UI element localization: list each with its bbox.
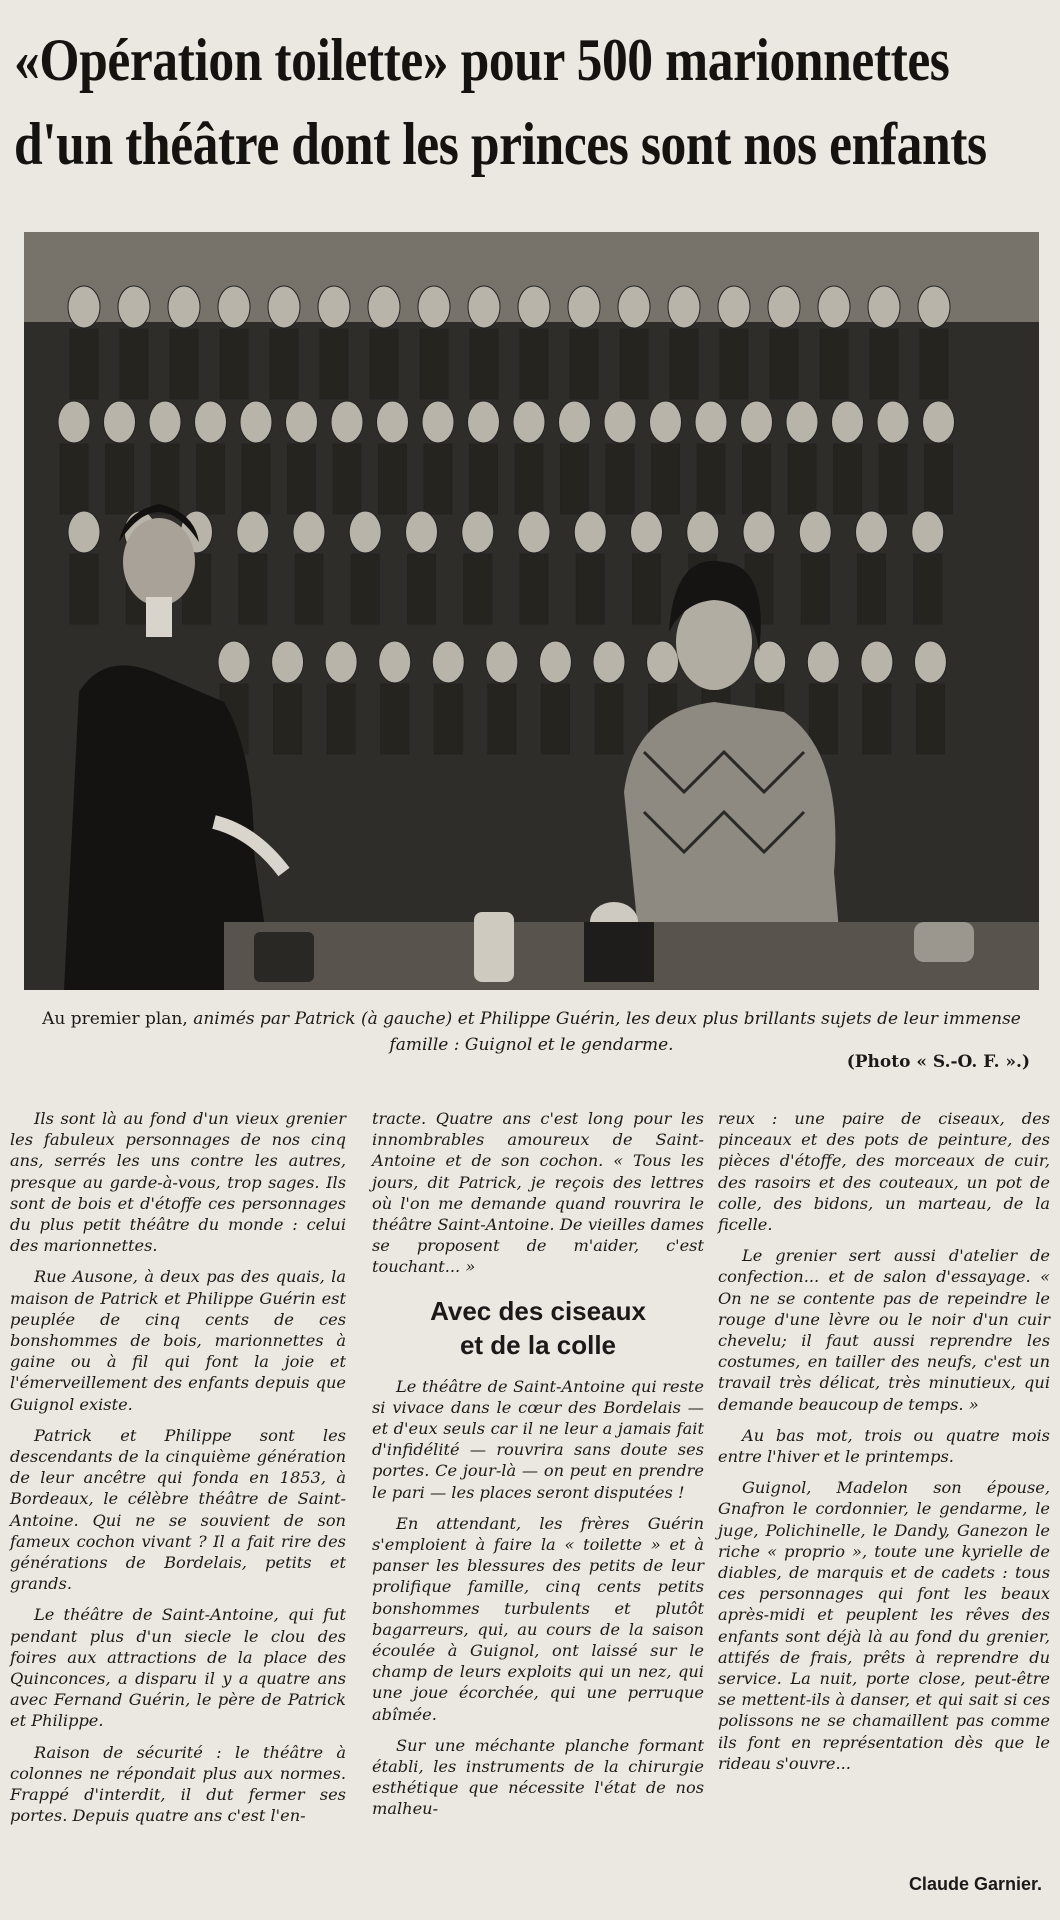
puppet-body: [70, 554, 98, 624]
paragraph: Le grenier sert aussi d'atelier de confection... et de salon d'essayage. « On ne se contente pas de repeindre le rouge d'une lèvre ou le noir d'un cuir chevelu; il faut aussi reprendre les costumes, en tailler des neufs, c'est un travail très délicat, très minutieux, qui demande beaucoup de temps. »: [718, 1246, 1050, 1414]
puppet-head: [486, 641, 518, 683]
puppet-head: [377, 401, 409, 443]
puppet-head: [68, 286, 100, 328]
puppet-body: [170, 329, 198, 399]
puppet-head: [406, 511, 438, 553]
puppet-body: [561, 444, 589, 514]
puppet-head: [368, 286, 400, 328]
puppet-body: [925, 444, 953, 514]
paragraph: Sur une méchante planche formant établi, les instruments de la chirurgie esthétique que nécessite l'état de nos malheu-: [372, 1735, 704, 1819]
puppet-body: [333, 444, 361, 514]
article-column-1: [10, 1108, 346, 1837]
puppet-head: [118, 286, 150, 328]
puppet-head: [695, 401, 727, 443]
puppet-head: [462, 511, 494, 553]
puppet-body: [239, 554, 267, 624]
photo-credit: (Photo « S.-O. F. ».): [846, 1052, 1030, 1072]
puppet-body: [606, 444, 634, 514]
puppet-head: [799, 511, 831, 553]
headline-line-1: «Opération toilette» pour 500 marionnettes: [14, 27, 950, 93]
puppet-head: [58, 401, 90, 443]
puppet-body: [370, 329, 398, 399]
author-signature: Claude Garnier.: [908, 1874, 1042, 1894]
puppet-head: [807, 641, 839, 683]
caption-text: animés par Patrick (à gauche) et Philippe Guérin, les deux plus brillants sujets de leur immense famille : Guignol et le gendarme.: [193, 1009, 1021, 1055]
headline-line-2: d'un théâtre dont les princes sont nos enfants: [14, 111, 987, 177]
marionettes-photo-icon: [24, 232, 1039, 990]
puppet-body: [379, 444, 407, 514]
paragraph: Rue Ausone, à deux pas des quais, la maison de Patrick et Philippe Guérin est peuplée de cinq cents de ces bonshommes de bois, marionnettes à gaine ou à fil qui font la joie et l'émerveillement des enfants depuis que Guignol existe.: [10, 1267, 346, 1414]
photo-caption: [24, 1006, 1039, 1058]
puppet-body: [670, 329, 698, 399]
puppet-body: [320, 329, 348, 399]
paragraph: Raison de sécurité : le théâtre à colonnes ne répondait plus aux normes. Frappé d'interdit, il dut fermer ses portes. Depuis quatre ans c'est l'en-: [10, 1742, 346, 1826]
puppet-body: [863, 684, 891, 754]
puppet-body: [520, 329, 548, 399]
puppet-body: [106, 444, 134, 514]
puppet-body: [60, 444, 88, 514]
puppet-head: [268, 286, 300, 328]
puppet-head: [513, 401, 545, 443]
puppet-head: [418, 286, 450, 328]
puppet-body: [870, 329, 898, 399]
puppet-head: [687, 511, 719, 553]
puppet-head: [593, 641, 625, 683]
puppet-body: [697, 444, 725, 514]
puppet-body: [270, 329, 298, 399]
puppet-head: [768, 286, 800, 328]
puppet-body: [274, 684, 302, 754]
paragraph: reux : une paire de ciseaux, des pinceaux et des pots de peinture, des pièces d'étoffe, des morceaux de cuir, des rasoirs et des couteaux, un pot de colle, des bidons, un marteau, de la ficelle.: [718, 1109, 1050, 1235]
puppet-head: [539, 641, 571, 683]
puppet-head: [912, 511, 944, 553]
subheading: [372, 1294, 704, 1362]
puppet-body: [520, 554, 548, 624]
puppet-body: [381, 684, 409, 754]
puppet-head: [468, 401, 500, 443]
puppet-head: [349, 511, 381, 553]
puppet-body: [916, 684, 944, 754]
puppet-head: [237, 511, 269, 553]
subheading-line-1: Avec des ciseaux: [430, 1295, 646, 1326]
puppet-body: [770, 329, 798, 399]
puppet-head: [379, 641, 411, 683]
puppet-body: [470, 444, 498, 514]
puppet-body: [70, 329, 98, 399]
puppet-head: [293, 511, 325, 553]
puppet-body: [464, 554, 492, 624]
puppet-head: [568, 286, 600, 328]
article-photo: [24, 232, 1039, 990]
puppet-body: [858, 554, 886, 624]
puppet-body: [351, 554, 379, 624]
puppet-head: [432, 641, 464, 683]
subheading-line-2: et de la colle: [459, 1329, 617, 1360]
article-column-3: [718, 1108, 1050, 1784]
puppet-body: [470, 329, 498, 399]
paragraph: Le théâtre de Saint-Antoine qui reste si vivace dans le cœur des Bordelais — et d'eux seuls car il ne leur a jamais fait d'infidélité — rouvrira sans doute ses portes. Ce jour-là — on peut en prendre le pari — les places seront disputées !: [372, 1376, 704, 1502]
paragraph: Patrick et Philippe sont les descendants de la cinquième génération de leur ancêtre qui fonda en 1853, à Bordeaux, le célèbre théâtre de Saint-Antoine. Qui ne se souvient de son fameux cochon vivant ? Il a fait rire des générations de Bordelais, petits et grands.: [10, 1425, 346, 1594]
puppet-head: [518, 511, 550, 553]
puppet-body: [197, 444, 225, 514]
puppet-body: [120, 329, 148, 399]
puppet-body: [488, 684, 516, 754]
puppet-body: [914, 554, 942, 624]
puppet-body: [788, 444, 816, 514]
puppet-head: [647, 641, 679, 683]
puppet-body: [515, 444, 543, 514]
puppet-body: [820, 329, 848, 399]
puppet-body: [633, 554, 661, 624]
puppet-head: [286, 401, 318, 443]
puppet-head: [832, 401, 864, 443]
puppet-body: [420, 329, 448, 399]
article-column-2: [372, 1108, 704, 1830]
puppet-body: [652, 444, 680, 514]
paragraph: Ils sont là au fond d'un vieux grenier les fabuleux personnages de nos cinq ans, serrés les uns contre les autres, presque au garde-à-vous, trop sages. Ils sont de bois et d'étoffe ces personnages du plus petit théâtre du monde : celui des marionnettes.: [10, 1109, 346, 1256]
puppet-body: [408, 554, 436, 624]
puppet-body: [424, 444, 452, 514]
puppet-head: [325, 641, 357, 683]
puppet-head: [877, 401, 909, 443]
puppet-head: [741, 401, 773, 443]
puppet-head: [818, 286, 850, 328]
puppet-body: [595, 684, 623, 754]
puppet-body: [920, 329, 948, 399]
puppet-head: [218, 641, 250, 683]
puppet-head: [331, 401, 363, 443]
puppet-body: [801, 554, 829, 624]
puppet-body: [541, 684, 569, 754]
puppet-body: [570, 329, 598, 399]
puppet-body: [327, 684, 355, 754]
puppet-head: [631, 511, 663, 553]
puppet-body: [288, 444, 316, 514]
puppet-head: [559, 401, 591, 443]
puppet-body: [879, 444, 907, 514]
puppet-head: [240, 401, 272, 443]
puppet-body: [220, 329, 248, 399]
puppet-head: [868, 286, 900, 328]
paragraph: Au bas mot, trois ou quatre mois entre l'hiver et le printemps.: [718, 1425, 1050, 1467]
puppet-body: [434, 684, 462, 754]
paragraph: En attendant, les frères Guérin s'emploient à faire la « toilette » et à panser les blessures des petits de leur prolifique famille, cinq cents petits bonshommes turbulents et plutôt bagarreurs, qui, au cours de la saison écoulée à Guignol, ont laissé sur le champ de leurs exploits qui un nez, qui une joue écorchée, qui une perruque abîmée.: [372, 1513, 704, 1724]
puppet-head: [104, 401, 136, 443]
headline: [14, 18, 1050, 186]
puppet-head: [918, 286, 950, 328]
puppet-body: [576, 554, 604, 624]
puppet-head: [318, 286, 350, 328]
puppet-head: [861, 641, 893, 683]
puppet-head: [68, 511, 100, 553]
puppet-head: [718, 286, 750, 328]
puppet-head: [604, 401, 636, 443]
puppet-head: [743, 511, 775, 553]
puppet-head: [468, 286, 500, 328]
puppet-head: [168, 286, 200, 328]
puppet-head: [914, 641, 946, 683]
puppet-head: [856, 511, 888, 553]
paragraph: Guignol, Madelon son épouse, Gnafron le cordonnier, le gendarme, le juge, Polichinelle, le Dandy, Ganezon le riche « proprio », toute une kyrielle de diables, de marquis et de cadets : tous ces personnages qui font les beaux après-midi et peuplent les rêves des enfants sont déjà là au fond du grenier, attifés de frais, prêts à reprendre du service. La nuit, porte close, peut-être se mettent-ils à danser, et qui sait si ces polissons ne se chamaillent pas comme ils font en représentation dès que le rideau s'ouvre...: [718, 1478, 1050, 1773]
puppet-body: [295, 554, 323, 624]
puppet-body: [743, 444, 771, 514]
puppet-body: [720, 329, 748, 399]
puppet-head: [272, 641, 304, 683]
puppet-body: [620, 329, 648, 399]
paragraph: Le théâtre de Saint-Antoine, qui fut pendant plus d'un siecle le clou des foires aux attractions de la place des Quinconces, a disparu il y a quatre ans avec Fernand Guérin, le père de Patrick et Philippe.: [10, 1605, 346, 1731]
paragraph: tracte. Quatre ans c'est long pour les innombrables amoureux de Saint-Antoine et de son cochon. « Tous les jours, dit Patrick, je reçois des lettres où l'on me demande quand rouvrira le théâtre Saint-Antoine. De vieilles dames se proposent de m'aider, c'est touchant... »: [372, 1109, 704, 1277]
puppet-head: [668, 286, 700, 328]
puppet-head: [574, 511, 606, 553]
puppet-head: [618, 286, 650, 328]
puppet-head: [218, 286, 250, 328]
puppet-head: [195, 401, 227, 443]
puppet-head: [650, 401, 682, 443]
puppet-body: [834, 444, 862, 514]
puppet-head: [422, 401, 454, 443]
puppet-head: [149, 401, 181, 443]
puppet-body: [151, 444, 179, 514]
puppet-head: [786, 401, 818, 443]
puppet-body: [242, 444, 270, 514]
puppet-head: [923, 401, 955, 443]
puppet-head: [518, 286, 550, 328]
caption-lead: Au premier plan,: [42, 1009, 188, 1029]
